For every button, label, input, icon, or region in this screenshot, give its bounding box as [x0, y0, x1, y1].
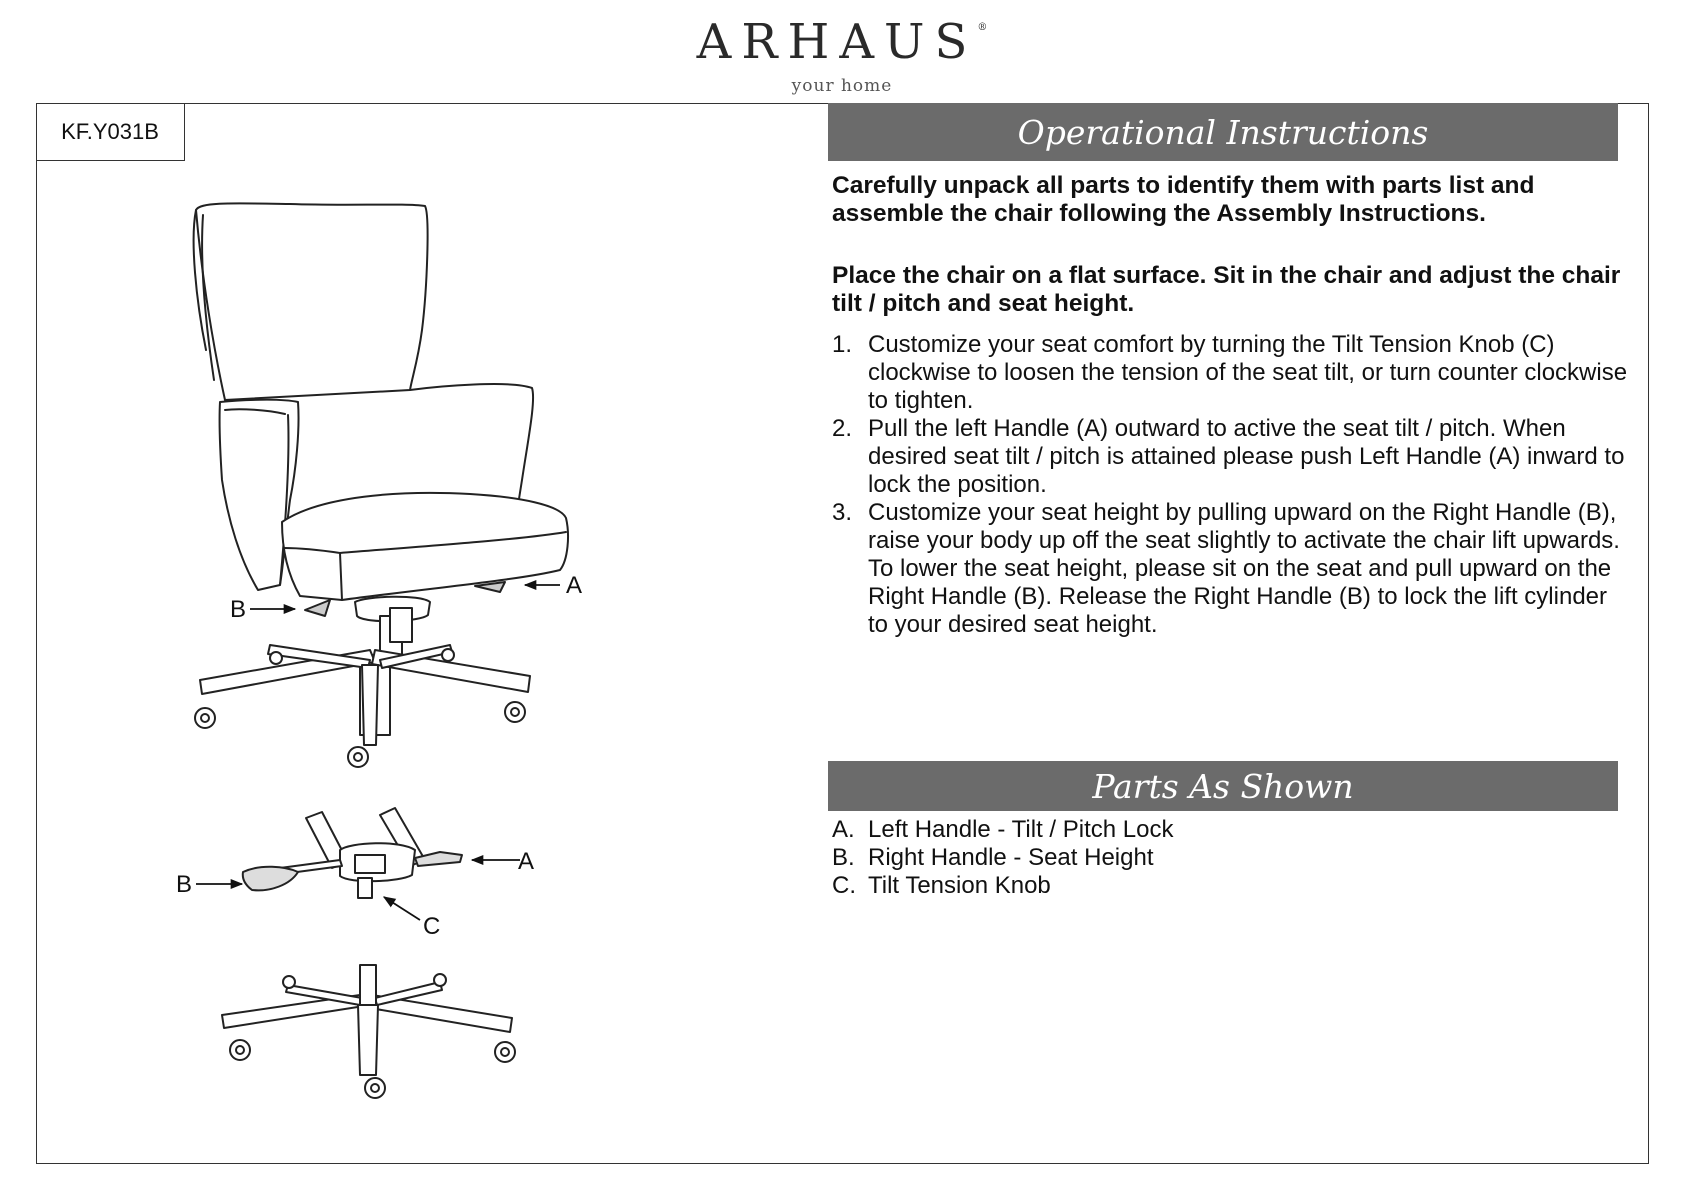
parts-as-shown-heading: Parts As Shown	[828, 761, 1618, 811]
assembled-chair-drawing	[194, 203, 568, 767]
label-b-mechanism: B	[176, 871, 193, 898]
part-text: Right Handle - Seat Height	[868, 844, 1154, 871]
part-letter: C.	[832, 872, 856, 899]
brand-tagline: your home	[791, 76, 893, 96]
step-text: Customize your seat comfort by turning the Tilt Tension Knob (C) clockwise to loosen the tension of the seat tilt, or turn counter clockwise to tighten.	[868, 331, 1628, 414]
arrow-c-mechanism	[384, 897, 420, 920]
step-text: Pull the left Handle (A) outward to active the seat tilt / pitch. When desired seat tilt / pitch is attained please push Left Handle (A) inward to lock the position.	[868, 415, 1625, 498]
operational-instructions-heading: Operational Instructions	[828, 103, 1618, 161]
step-number: 2.	[832, 415, 853, 442]
label-c-mechanism: C	[423, 913, 441, 940]
label-a-chair: A	[566, 572, 583, 599]
model-number: KF.Y031B	[36, 103, 185, 161]
mechanism-drawing	[243, 808, 462, 898]
part-text: Left Handle - Tilt / Pitch Lock	[868, 816, 1174, 843]
base-drawing	[222, 965, 515, 1098]
part-letter: B.	[832, 844, 855, 871]
step-number: 3.	[832, 499, 853, 526]
intro-paragraph: Carefully unpack all parts to identify them with parts list and assemble the chair following the Assembly Instructions.	[832, 172, 1535, 227]
step-number: 1.	[832, 331, 853, 358]
step-text: Customize your seat height by pulling upward on the Right Handle (B), raise your body up off the seat slightly to activate the chair lift upwards. To lower the seat height, please sit on the seat and pull upward on the Right Handle (B). Release the Right Handle (B) to lock the lift cylinder to your desired seat height.	[868, 499, 1620, 638]
label-a-mechanism: A	[518, 848, 535, 875]
part-letter: A.	[832, 816, 855, 843]
brand-name: ARHAUS	[696, 14, 978, 70]
setup-paragraph: Place the chair on a flat surface. Sit in the chair and adjust the chair tilt / pitch and seat height.	[832, 262, 1621, 317]
label-b-chair: B	[230, 596, 247, 623]
registered-mark: ®	[977, 22, 988, 33]
part-text: Tilt Tension Knob	[868, 872, 1051, 899]
